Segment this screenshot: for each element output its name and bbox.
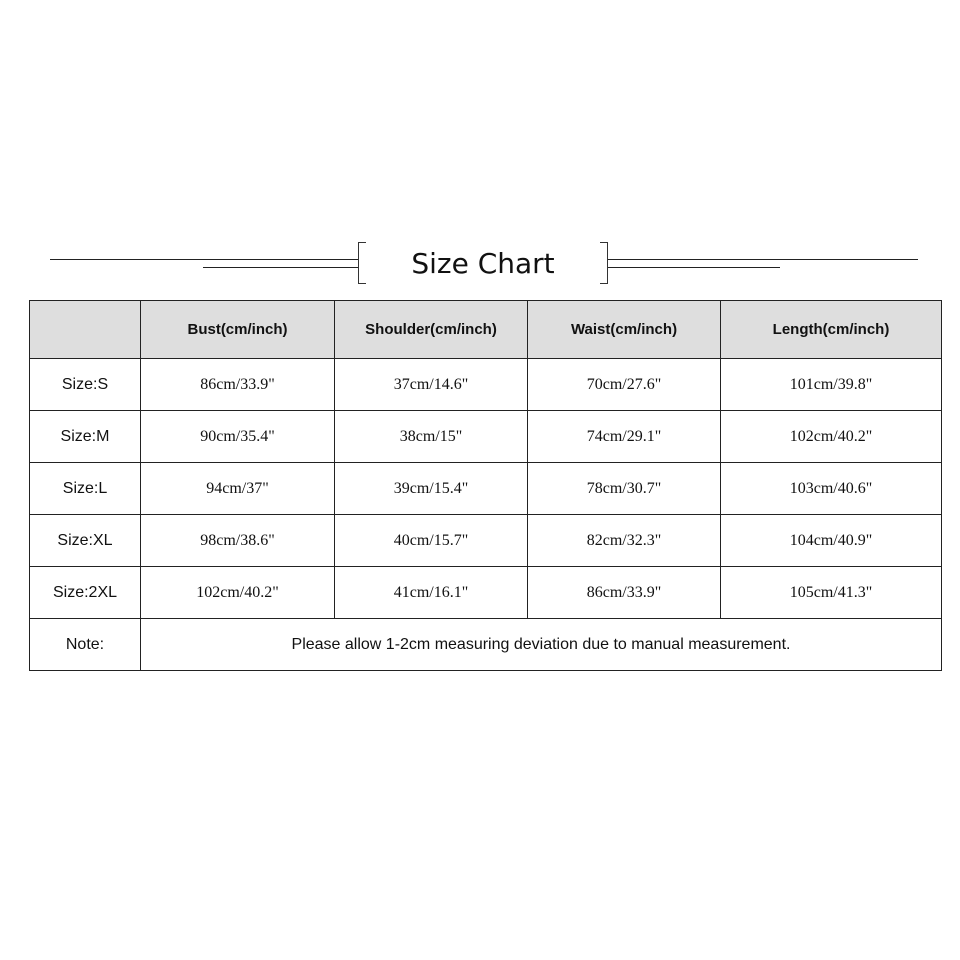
table-row	[30, 359, 942, 411]
page-title: Size Chart	[411, 247, 555, 280]
note-text: Please allow 1-2cm measuring deviation due to manual measurement.	[141, 619, 942, 671]
table-row	[30, 411, 942, 463]
title-rule-left-short	[203, 267, 358, 268]
header-waist: Waist(cm/inch)	[528, 301, 721, 359]
shoulder-value: 40cm/15.7"	[335, 515, 528, 567]
bust-value: 86cm/33.9"	[141, 359, 335, 411]
title-rule-right-long	[608, 259, 918, 260]
length-value: 104cm/40.9"	[721, 515, 942, 567]
length-value: 101cm/39.8"	[721, 359, 942, 411]
size-label: Size:L	[30, 463, 141, 515]
waist-value: 78cm/30.7"	[528, 463, 721, 515]
title-rule-left-long	[50, 259, 358, 260]
size-label: Size:S	[30, 359, 141, 411]
table-row	[30, 567, 942, 619]
note-label: Note:	[30, 619, 141, 671]
size-label: Size:M	[30, 411, 141, 463]
length-value: 105cm/41.3"	[721, 567, 942, 619]
bust-value: 90cm/35.4"	[141, 411, 335, 463]
bust-value: 102cm/40.2"	[141, 567, 335, 619]
header-size	[30, 301, 141, 359]
header-bust: Bust(cm/inch)	[141, 301, 335, 359]
length-value: 102cm/40.2"	[721, 411, 942, 463]
shoulder-value: 37cm/14.6"	[335, 359, 528, 411]
size-chart-table	[29, 300, 942, 671]
header-length: Length(cm/inch)	[721, 301, 942, 359]
size-label: Size:XL	[30, 515, 141, 567]
bust-value: 94cm/37"	[141, 463, 335, 515]
size-label: Size:2XL	[30, 567, 141, 619]
table-row	[30, 515, 942, 567]
waist-value: 86cm/33.9"	[528, 567, 721, 619]
waist-value: 70cm/27.6"	[528, 359, 721, 411]
waist-value: 82cm/32.3"	[528, 515, 721, 567]
shoulder-value: 41cm/16.1"	[335, 567, 528, 619]
title-box	[358, 242, 608, 284]
shoulder-value: 39cm/15.4"	[335, 463, 528, 515]
waist-value: 74cm/29.1"	[528, 411, 721, 463]
bust-value: 98cm/38.6"	[141, 515, 335, 567]
table-header-row	[30, 301, 942, 359]
title-rule-right-short	[608, 267, 780, 268]
table-row	[30, 463, 942, 515]
length-value: 103cm/40.6"	[721, 463, 942, 515]
shoulder-value: 38cm/15"	[335, 411, 528, 463]
header-shoulder: Shoulder(cm/inch)	[335, 301, 528, 359]
note-row	[30, 619, 942, 671]
